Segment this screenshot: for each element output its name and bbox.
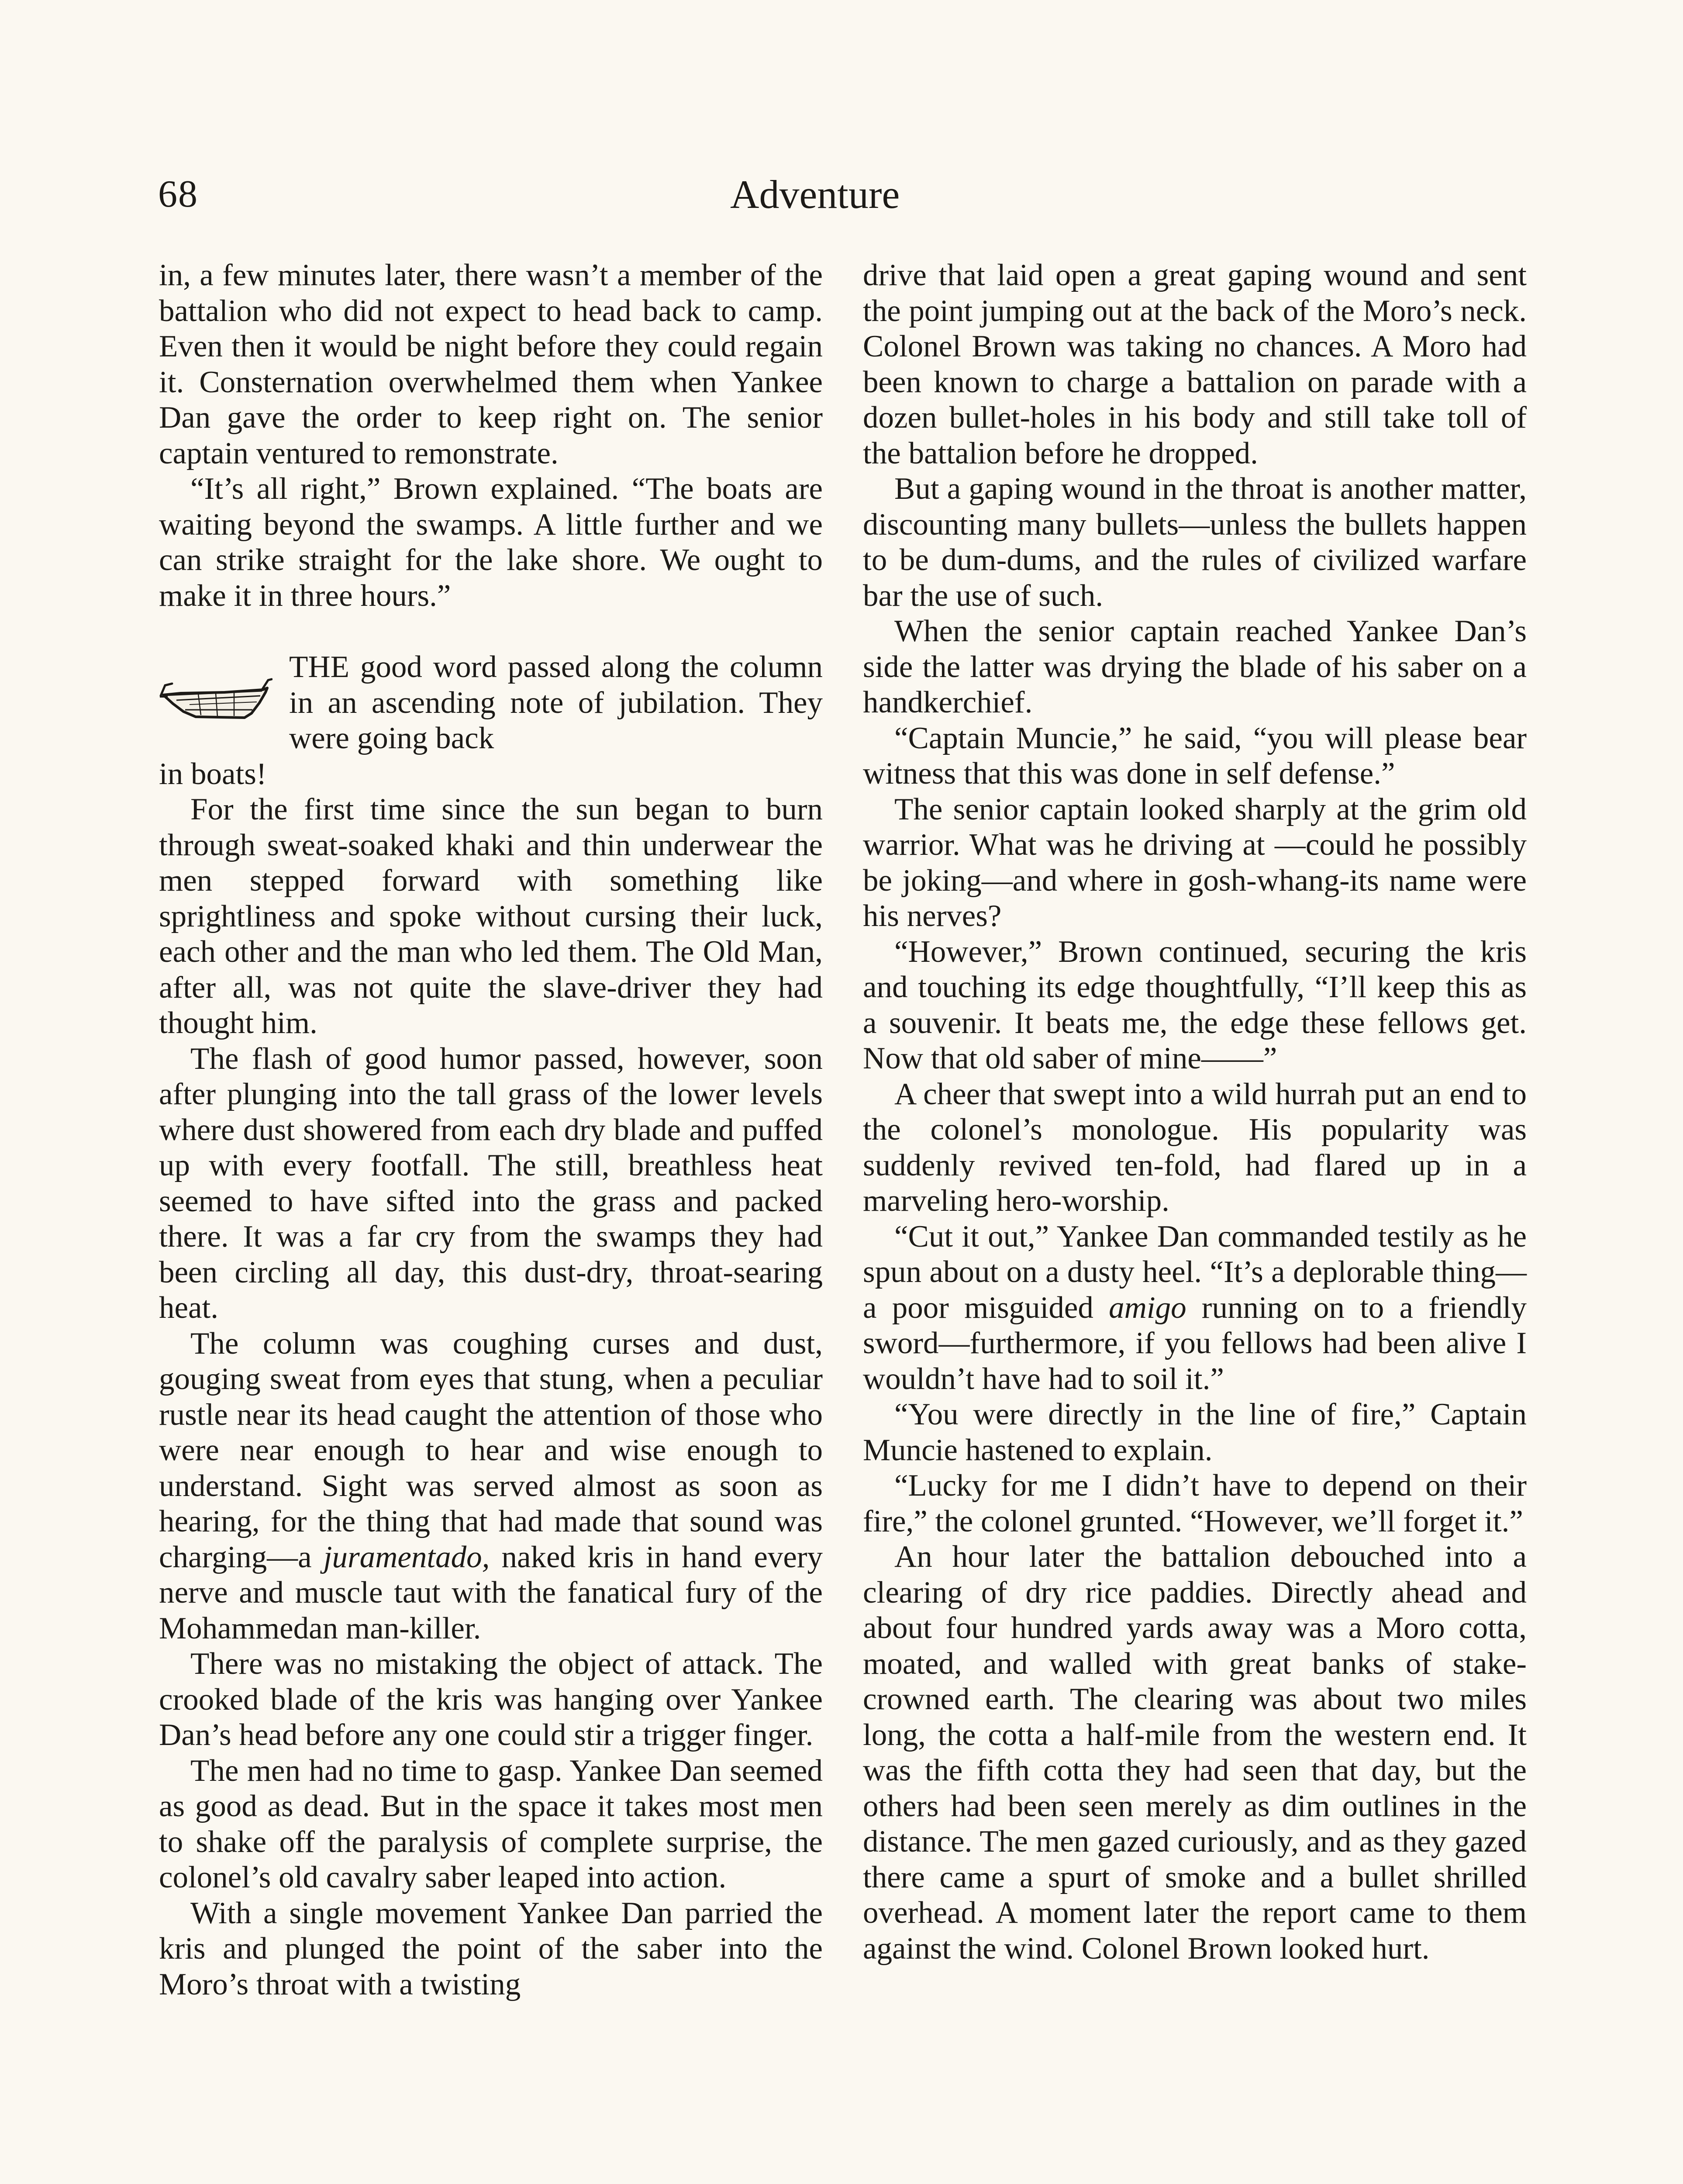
paragraph: “It’s all right,” Brown explained. “The boats are waiting beyond the swamps. A little further and we can strike straight for the lake shore. We ought to make it in three hours.”: [159, 472, 823, 613]
section-lead-text: THE good word passed along the column in an ascending note of jubilation. They were going back: [289, 650, 823, 755]
paragraph: [159, 1326, 823, 1647]
paragraph: When the senior captain reached Yankee Dan’s side the latter was drying the blade of his saber on a handkerchief.: [863, 614, 1527, 719]
paragraph: The men had no time to gasp. Yankee Dan seemed as good as dead. But in the space it takes most men to shake off the paralysis of complete surprise, the colonel’s old cavalry saber leaped into action.: [159, 1753, 823, 1894]
paragraph: in, a few minutes later, there wasn’t a member of the battalion who did not expect to head back to camp. Even then it would be night before they could regain it. Consternation overwhelmed them when Yankee Dan gave the order to keep right on. The senior captain ventured to remonstrate.: [159, 258, 823, 470]
paragraph: [863, 1219, 1527, 1397]
section-lead-tail: in boats!: [159, 757, 267, 791]
paragraph: But a gaping wound in the throat is another matter, discounting many bullets—unless the bullets happen to be dum-dums, and the rules of civilized warfare bar the use of such.: [863, 472, 1527, 613]
paragraph: “Captain Muncie,” he said, “you will please bear witness that this was done in self defense.”: [863, 721, 1527, 791]
paragraph: “However,” Brown continued, securing the kris and touching its edge thoughtfully, “I’ll keep this as a souvenir. It beats me, the edge these fellows get. Now that old saber of mine——”: [863, 934, 1527, 1075]
text-run: The column was coughing curses and dust, gouging sweat from eyes that stung, when a peculiar rustle near its head caught the attention of those who were near enough to hear and wise enough to understand. Sight was served almost as soon as hearing, for the thing that had made that sound was charging—a: [159, 1326, 823, 1574]
paragraph: drive that laid open a great gaping wound and sent the point jumping out at the back of the Moro’s neck. Colonel Brown was taking no chances. A Moro had been known to charge a battalion on parade with a dozen bullet-holes in his body and still take toll of the battalion before he dropped.: [863, 258, 1527, 470]
paragraph: A cheer that swept into a wild hurrah put an end to the colonel’s monologue. His popularity was suddenly revived ten-fold, had flared up in a marveling hero-worship.: [863, 1077, 1527, 1218]
text-run: running on to a friendly sword—furthermore, if you fellows had been alive I wouldn’t have had to soil it.”: [863, 1290, 1527, 1396]
page-header: [158, 162, 944, 227]
text-run: naked kris in hand every nerve and muscle taut with the fanatical fury of the Mohammedan man-killer.: [159, 1540, 823, 1645]
page-number: 68: [158, 173, 198, 215]
text-run: “Cut it out,” Yankee Dan commanded testily as he spun about on a dusty heel. “It’s a deplorable thing—a poor misguided: [863, 1219, 1527, 1325]
paragraph: “You were directly in the line of fire,” Captain Muncie hastened to explain.: [863, 1397, 1527, 1467]
right-column: [863, 258, 1527, 1966]
paragraph: An hour later the battalion debouched into a clearing of dry rice paddies. Directly ahead and about four hundred yards away was a Moro cotta, moated, and walled with great banks of stake-crowned earth. The clearing was about two miles long, the cotta a half-mile from the western end. It was the fifth cotta they had seen that day, but the others had been seen merely as dim outlines in the distance. The men gazed curiously, and as they gazed there came a spurt of smoke and a bullet shrilled overhead. A moment later the report came to them against the wind. Colonel Brown looked hurt.: [863, 1540, 1527, 1966]
boat-icon: [159, 668, 272, 733]
left-column: [159, 258, 823, 2002]
section-break: [159, 650, 823, 792]
paragraph: The flash of good humor passed, however, soon after plunging into the tall grass of the lower levels where dust showered from each dry blade and puffed up with every footfall. The still, breathless heat seemed to have sifted into the grass and packed there. It was a far cry from the swamps they had been circling all day, this dust-dry, throat-searing heat.: [159, 1041, 823, 1325]
paragraph: With a single movement Yankee Dan parried the kris and plunged the point of the saber into the Moro’s throat with a twisting: [159, 1896, 823, 2001]
paragraph: “Lucky for me I didn’t have to depend on their fire,” the colonel grunted. “However, we’ll forget it.”: [863, 1469, 1527, 1538]
paragraph: For the first time since the sun began to burn through sweat-soaked khaki and thin underwear the men stepped forward with something like sprightliness and spoke without cursing their luck, each other and the man who led them. The Old Man, after all, was not quite the slave-driver they had thought him.: [159, 792, 823, 1040]
paragraph: The senior captain looked sharply at the grim old warrior. What was he driving at —could he possibly be joking—and where in gosh-whang-its name were his nerves?: [863, 792, 1527, 933]
magazine-title: Adventure: [730, 172, 900, 217]
italic-term: juramentado,: [323, 1540, 490, 1574]
paragraph: There was no mistaking the object of attack. The crooked blade of the kris was hanging over Yankee Dan’s head before any one could stir a trigger finger.: [159, 1647, 823, 1752]
italic-term: amigo: [1109, 1290, 1186, 1325]
